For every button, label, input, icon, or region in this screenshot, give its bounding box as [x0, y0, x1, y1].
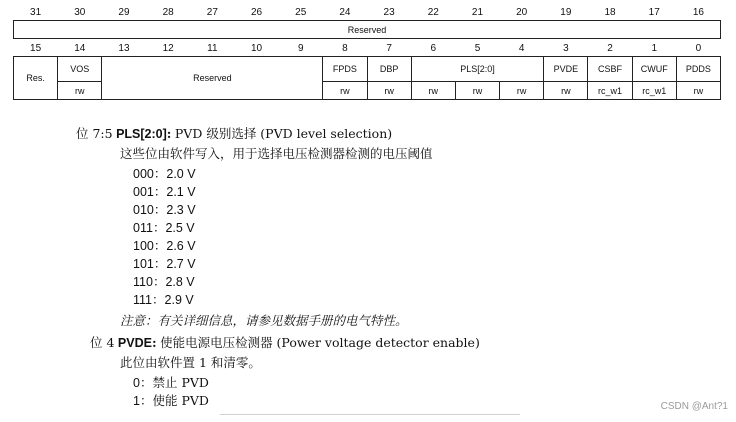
bit-number: 3: [563, 42, 569, 54]
access-pdds: rw: [676, 82, 720, 100]
bit-number: 7: [386, 42, 392, 54]
pls-intro: 这些位由软件写入，用于选择电压检测器检测的电压阈值: [120, 146, 433, 161]
option-code: 000: [133, 167, 154, 181]
upper-reserved-row: [14, 21, 721, 39]
pls-option: 010：2.3 V: [133, 202, 196, 217]
option-value: 使能 PVD: [152, 393, 209, 408]
pvde-option: 1：使能 PVD: [133, 393, 209, 408]
option-code: 110: [133, 275, 153, 289]
option-code: 100: [133, 239, 154, 253]
field-fpds: FPDS: [323, 57, 367, 82]
option-value: 2.3 V: [166, 203, 196, 217]
option-value: 2.7 V: [166, 257, 196, 271]
pls-option: 111：2.9 V: [133, 292, 194, 307]
bit-number: 0: [695, 42, 702, 54]
option-value: 2.5 V: [165, 221, 195, 235]
pls-title: PVD 级别选择 (PVD level selection): [174, 126, 393, 141]
bit-number: 14: [74, 42, 86, 54]
field-pvde: PVDE: [544, 57, 588, 82]
field-reserved: Reserved: [102, 57, 323, 100]
option-value: 2.9 V: [164, 293, 194, 307]
bit-number: 20: [516, 6, 528, 18]
bit-number: 30: [74, 6, 86, 18]
access-fpds: rw: [323, 82, 367, 100]
access-dbp: rw: [367, 82, 411, 100]
register-lower-half: [13, 40, 721, 100]
option-code: 101: [133, 257, 154, 271]
pvde-intro: 此位由软件置 1 和清零。: [120, 355, 261, 370]
pls-option: 110：2.8 V: [133, 274, 195, 289]
bit-number: 28: [162, 6, 174, 18]
pvde-bit-label: 位 4: [90, 335, 115, 350]
option-value: 2.6 V: [166, 239, 196, 253]
pvde-field-name: PVDE: [117, 336, 152, 350]
bit-number: 9: [297, 42, 304, 54]
bit-number: 17: [648, 6, 660, 18]
bit-number: 16: [692, 6, 704, 18]
bit-number: 1: [651, 42, 657, 54]
bit-number: 15: [30, 42, 42, 54]
bit-number: 5: [474, 42, 481, 54]
bit-number: 2: [607, 42, 613, 54]
access-vos: rw: [58, 82, 102, 100]
bit-number: 11: [207, 42, 218, 54]
pls-separator: :: [166, 126, 172, 141]
field-res: Res.: [14, 57, 58, 100]
bit-number: 31: [30, 6, 42, 18]
pls-option: 001：2.1 V: [133, 184, 196, 199]
register-upper-half: [13, 4, 721, 39]
access-pls0: rw: [500, 82, 544, 100]
bit-number: 25: [295, 6, 307, 18]
access-pls2: rw: [411, 82, 455, 100]
pls-option: 100：2.6 V: [133, 238, 196, 253]
bit-number: 6: [430, 42, 437, 54]
access-cwuf: rc_w1: [632, 82, 676, 100]
access-pvde: rw: [544, 82, 588, 100]
field-vos: VOS: [58, 57, 102, 82]
bit-number: 10: [250, 42, 263, 54]
pls-note: 注意：有关详细信息，请参见数据手册的电气特性。: [120, 313, 408, 328]
bit-number: 12: [162, 42, 174, 54]
bit-number: 24: [339, 6, 351, 18]
option-code: 010: [133, 203, 154, 217]
field-cwuf: CWUF: [632, 57, 676, 82]
bit-number: 21: [471, 6, 484, 18]
bit-number: 8: [342, 42, 348, 54]
pvde-option: 0：禁止 PVD: [133, 375, 209, 390]
access-csbf: rc_w1: [588, 82, 632, 100]
bit-number: 4: [518, 42, 525, 54]
pls-heading: [76, 126, 392, 142]
bit-number: 26: [250, 6, 263, 18]
pls-bit-label: 位 7:5: [76, 126, 113, 141]
bit-number: 29: [118, 6, 130, 18]
lower-bit-numbers: [14, 40, 721, 57]
field-name-row: [14, 57, 721, 82]
option-code: 1: [133, 394, 140, 408]
option-value: 禁止 PVD: [152, 375, 209, 390]
upper-bit-numbers: [14, 4, 721, 21]
option-value: 2.1 V: [166, 185, 196, 199]
field-pls: PLS[2:0]: [411, 57, 544, 82]
access-pls1: rw: [455, 82, 499, 100]
pls-option: 101：2.7 V: [133, 256, 196, 271]
pvde-title: 使能电源电压检测器 (Power voltage detector enable): [160, 335, 480, 350]
field-pdds: PDDS: [676, 57, 720, 82]
bit-number: 13: [118, 42, 130, 54]
bit-number: 22: [427, 6, 439, 18]
field-dbp: DBP: [367, 57, 411, 82]
pvde-heading: [90, 335, 480, 351]
bit-number: 19: [560, 6, 572, 18]
field-csbf: CSBF: [588, 57, 632, 82]
option-value: 2.8 V: [165, 275, 195, 289]
watermark: CSDN @Ant?1: [660, 401, 728, 412]
option-value: 2.0 V: [166, 167, 196, 181]
option-code: 111: [133, 293, 153, 307]
option-code: 001: [133, 185, 154, 199]
pls-field-name: PLS[2:0]: [116, 127, 167, 141]
reserved-field: Reserved: [14, 21, 721, 39]
bit-number: 27: [206, 6, 218, 18]
pls-option: 011：2.5 V: [133, 220, 195, 235]
option-code: 0: [133, 376, 140, 390]
option-code: 011: [133, 221, 153, 235]
pvde-separator: :: [151, 335, 157, 350]
bit-number: 23: [383, 6, 395, 18]
pls-option: 000：2.0 V: [133, 166, 196, 181]
bit-number: 18: [604, 6, 616, 18]
